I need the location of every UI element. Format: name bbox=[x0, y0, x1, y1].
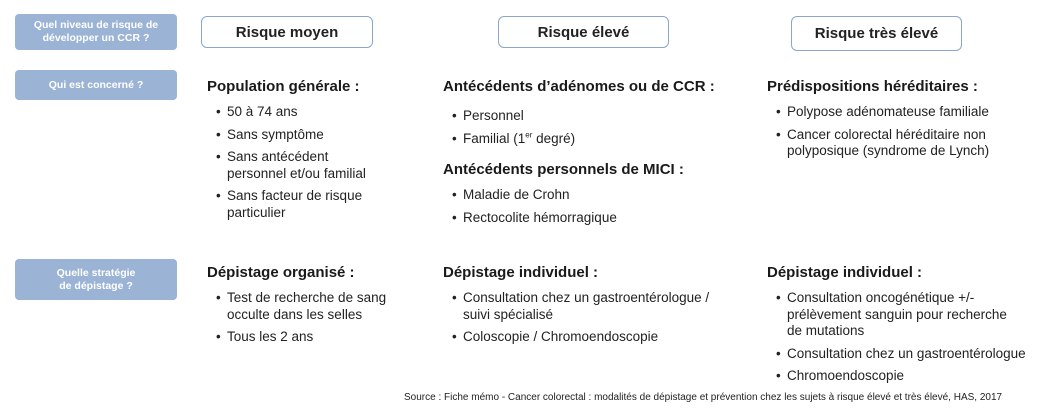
who-eleve-title-adenomes: Antécédents d’adénomes ou de CCR : bbox=[443, 78, 715, 95]
strategy-eleve-block bbox=[443, 264, 753, 352]
list-item: • Cancer colorectal héréditaire non polyposique (syndrome de Lynch) bbox=[787, 127, 1017, 160]
row-label-risk-level-line2: développer un CCR ? bbox=[42, 32, 150, 44]
list-item: • Test de recherche de sang occulte dans les selles bbox=[227, 290, 412, 323]
list-item: • Chromoendoscopie bbox=[787, 368, 1050, 385]
row-label-strategy-line1: Quelle stratégie bbox=[56, 266, 136, 279]
familial-text: Familial (1 bbox=[463, 130, 526, 146]
familial-after: degré) bbox=[532, 130, 576, 146]
row-label-risk-level-line1: Quel niveau de risque de bbox=[33, 19, 159, 31]
list-item: • Polypose adénomateuse familiale bbox=[787, 104, 1047, 121]
strategy-moyen-list bbox=[207, 290, 427, 346]
who-moyen-title: Population générale : bbox=[207, 78, 360, 95]
list-item: • Personnel bbox=[463, 108, 753, 125]
strategy-eleve-list bbox=[443, 290, 753, 346]
row-label-strategy-line2: de dépistage ? bbox=[59, 279, 133, 292]
row-label-who bbox=[15, 70, 177, 100]
list-item: • Rectocolite hémorragique bbox=[463, 210, 753, 227]
source-citation: Source : Fiche mémo - Cancer colorectal : modalités de dépistage et prévention chez les sujets à risque élevé et très élevé, HAS, 2017 bbox=[404, 392, 1003, 403]
row-label-who-text: Qui est concerné ? bbox=[48, 78, 144, 91]
who-eleve-list-mici bbox=[443, 187, 753, 226]
list-item: • Sans symptôme bbox=[227, 127, 427, 144]
strategy-tres-eleve-block bbox=[767, 264, 1050, 391]
risk-header-tres-eleve bbox=[791, 16, 962, 51]
row-label-risk-level bbox=[15, 14, 177, 50]
risk-header-moyen bbox=[201, 16, 373, 48]
strategy-tres-eleve-list bbox=[767, 290, 1050, 385]
row-label-strategy bbox=[15, 259, 177, 300]
strategy-eleve-title: Dépistage individuel : bbox=[443, 264, 599, 281]
list-item: • Consultation oncogénétique +/- prélèvement sanguin pour recherche de mutations bbox=[787, 290, 1022, 340]
who-tres-eleve-title: Prédispositions héréditaires : bbox=[767, 78, 978, 95]
list-item: • Consultation chez un gastroentérologue bbox=[787, 346, 1050, 363]
who-moyen-list bbox=[207, 104, 427, 221]
list-item: • Coloscopie / Chromoendoscopie bbox=[463, 329, 753, 346]
list-item-familial bbox=[463, 131, 753, 148]
list-item: • Sans facteur de risque particulier bbox=[227, 188, 387, 221]
who-eleve-list-adenomes bbox=[443, 108, 753, 147]
familial-sup: er bbox=[525, 130, 533, 139]
who-tres-eleve-block bbox=[767, 78, 1047, 166]
list-item: • 50 à 74 ans bbox=[227, 104, 427, 121]
risk-header-moyen-label: Risque moyen bbox=[235, 23, 339, 41]
list-item: • Tous les 2 ans bbox=[227, 329, 427, 346]
strategy-moyen-title: Dépistage organisé : bbox=[207, 264, 355, 281]
who-eleve-title-mici: Antécédents personnels de MICI : bbox=[443, 161, 684, 178]
list-item: • Maladie de Crohn bbox=[463, 187, 753, 204]
risk-header-eleve-label: Risque élevé bbox=[537, 23, 630, 41]
who-eleve-block bbox=[443, 78, 753, 232]
risk-header-tres-eleve-label: Risque très élevé bbox=[814, 25, 939, 42]
who-moyen-block bbox=[207, 78, 427, 227]
list-item: • Sans antécédent personnel et/ou familial bbox=[227, 149, 387, 182]
strategy-moyen-block bbox=[207, 264, 427, 352]
list-item: • Consultation chez un gastroentérologue / suivi spécialisé bbox=[463, 290, 738, 323]
strategy-tres-eleve-title: Dépistage individuel : bbox=[767, 264, 923, 281]
risk-header-eleve bbox=[498, 16, 669, 48]
who-tres-eleve-list bbox=[767, 104, 1047, 160]
